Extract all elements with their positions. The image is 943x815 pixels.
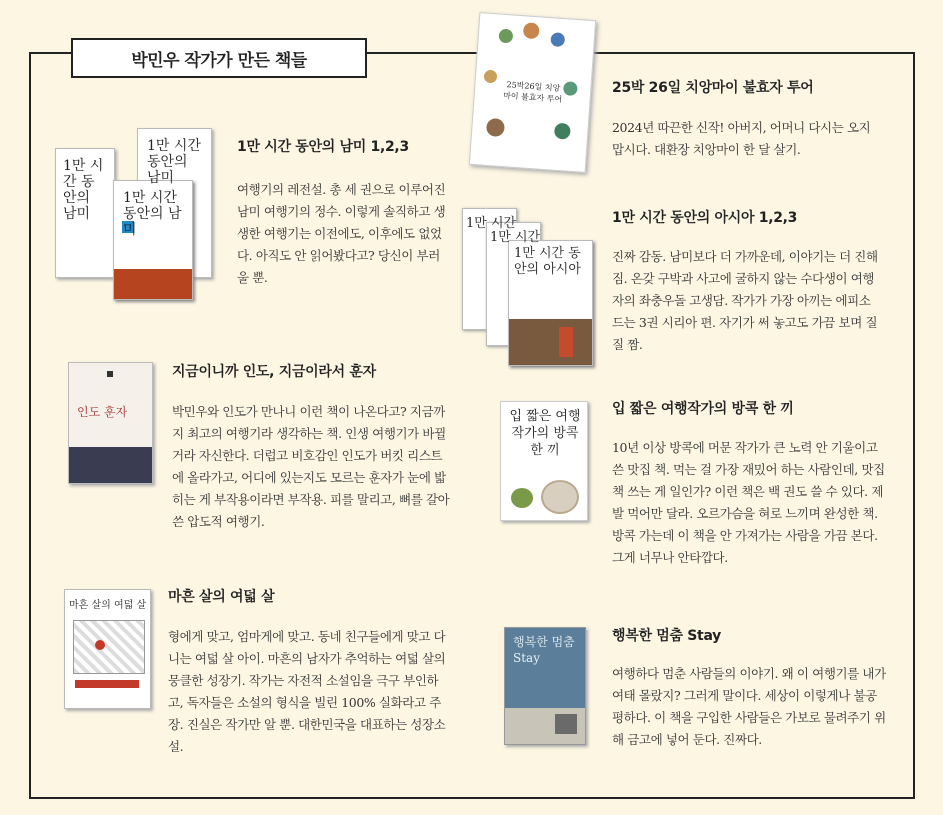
book-title: 마흔 살의 여덟 살	[168, 589, 275, 605]
book-cover-bangkok[interactable]	[500, 401, 588, 521]
book-description: 형에게 맞고, 엄마게에 맞고. 동네 친구들에게 맞고 다니는 여덟 살 아이. 마흔의 남자가 추억하는 여덟 살의 뭉클한 성장기. 작가는 자전적 소설임을 극구 부인하고, 독자들은 소설의 형식을 빌린 100% 실화라고 주장. 진실은 작가만 알 뿐. 대한민국을 대표하는 성장소설.	[168, 629, 446, 754]
book-cover-india[interactable]	[68, 362, 153, 484]
book-cover-namí[interactable]: 1만 시간 동안의 남미 1만 시간 동안의 남미 1만 시간 동안의 남미	[55, 128, 230, 303]
book-title: 행복한 멈춤 Stay	[612, 628, 721, 644]
book-cover-text: 입 짧은 여행작가의 방콕 한 끼	[509, 409, 581, 458]
section-title: 박민우 작가가 만든 책들	[131, 50, 307, 71]
book-title: 1만 시간 동안의 남미 1,2,3	[237, 139, 409, 155]
book-description: 박민우와 인도가 만나니 이런 책이 나온다고? 지금까지 최고의 여행기라 생각하는 책. 인생 여행기가 바뀔 거라 자신한다. 더럽고 비호감인 인도가 버킷 리스트에 올라가고, 어디에 있는지도 모르는 훈자가 눈에 밟히는 게 부작용이라면 부작용. 피를 말리고, 뼈를 갈아 쓴 압도적 여행기.	[172, 404, 450, 529]
book-title: 1만 시간 동안의 아시아 1,2,3	[612, 210, 798, 226]
book-description: 여행기의 레전설. 총 세 권으로 이루어진 남미 여행기의 정수. 이렇게 솔직하고 생생한 여행기는 이전에도, 이후에도 없었다. 아직도 안 읽어봤다고? 당신이 부러울 뿐.	[237, 182, 446, 285]
book-cover-text: 마흔 살의 여덟 살	[69, 600, 147, 611]
book-description: 진짜 감동. 남미보다 더 가까운데, 이야기는 더 진해짐. 온갖 구박과 사고에 굴하지 않는 수다생이 여행자의 좌충우돌 고생담. 작가가 가장 아끼는 에피소드는 3권 시리아 편. 자기가 써 놓고도 가끔 보며 질질 짬.	[612, 249, 878, 352]
book-cover-text: 1만 시간 동안의 남미	[123, 190, 182, 238]
book-title: 25박 26일 치앙마이 불효자 투어	[612, 80, 814, 96]
book-cover-text: 인도 훈자	[77, 405, 128, 419]
book-cover-stay[interactable]	[504, 627, 586, 745]
book-description: 2024년 따끈한 신작! 아버지, 어머니 다시는 오지 맙시다. 대환장 치앙마이 한 달 살기.	[612, 120, 871, 157]
section-heading	[71, 38, 367, 78]
book-cover-text: 1만 시간 동안의 아시아	[514, 246, 581, 277]
book-description: 여행하다 멈춘 사람들의 이야기. 왜 이 여행기를 내가 여태 몰랐지? 그러게 말이다. 세상이 이렇게나 불공평하다. 이 책을 구입한 사람들은 가보로 물려주기 위해 금고에 넣어 둔다. 진짜다.	[612, 666, 886, 747]
book-title: 지금이니까 인도, 지금이라서 훈자	[172, 364, 376, 380]
book-cover-forty[interactable]	[64, 589, 151, 709]
book-title: 입 짧은 여행작가의 방콕 한 끼	[612, 401, 794, 417]
book-cover-asia[interactable]: 1만 시간 1만 시간 1만 시간 동안의 아시아	[462, 208, 597, 366]
book-description: 10년 이상 방콕에 머문 작가가 큰 노력 안 기울이고 쓴 맛집 책. 먹는 걸 가장 재밌어 하는 사람인데, 맛집 책 쓰는 게 일인가? 이런 책은 백 권도 쓸 수 있다. 제발 먹어만 달라. 오르가슴을 혀로 느끼며 완성한 책. 방콕 가는데 이 책을 안 가져가는 사람을 가끔 본다. 그게 너무나 안타깝다.	[612, 440, 885, 565]
book-cover-text: 25박26일 치앙마이 불효자 투어	[502, 80, 563, 105]
book-cover-chiangmai[interactable]	[469, 12, 596, 173]
book-cover-text: 행복한 멈춤 Stay	[513, 635, 575, 665]
